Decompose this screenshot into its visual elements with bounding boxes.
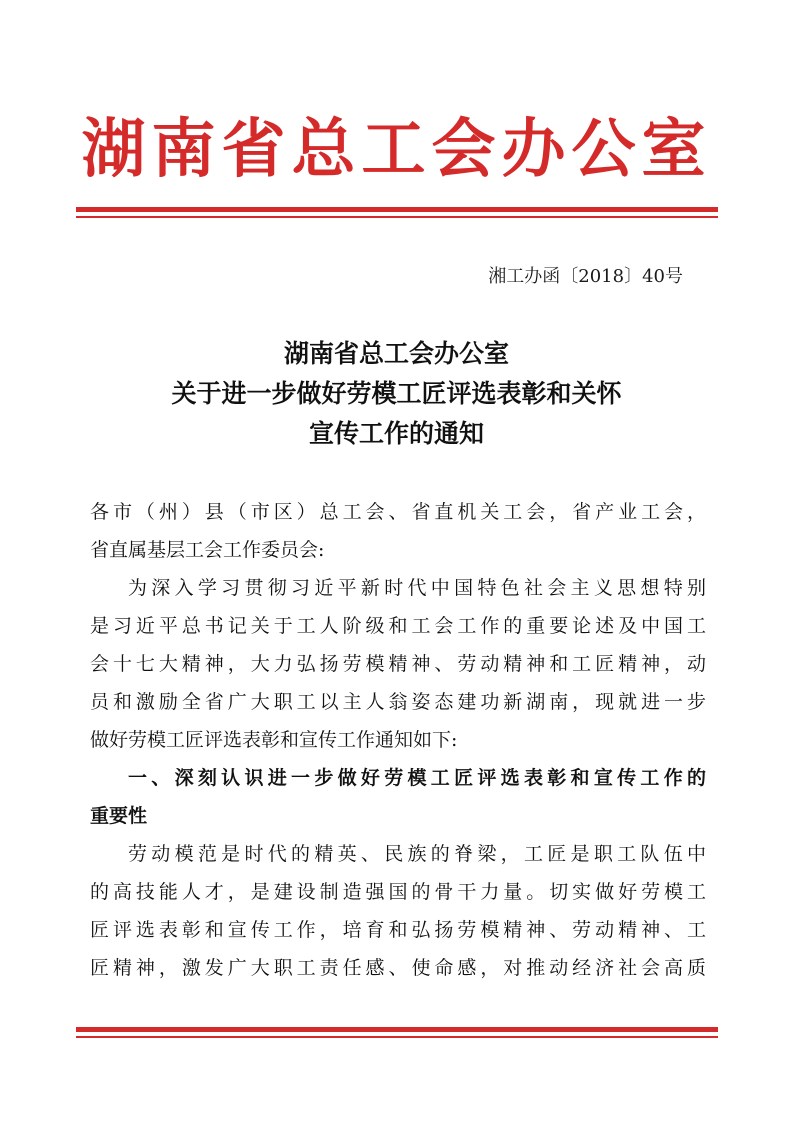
document-body <box>90 493 706 987</box>
section-heading: 重要性 <box>90 805 148 827</box>
paragraph-line: 做好劳模工匠评选表彰和宣传工作通知如下: <box>90 729 458 751</box>
title-line: 宣传工作的通知 <box>308 419 484 448</box>
paragraph-line: 会十七大精神，大力弘扬劳模精神、劳动精神和工匠精神，动 <box>90 653 706 675</box>
paragraph-line: 劳动模范是时代的精英、民族的脊梁，工匠是职工队伍中 <box>128 843 706 865</box>
paragraph-line: 匠评选表彰和宣传工作，培育和弘扬劳模精神、劳动精神、工 <box>90 919 706 941</box>
document-number: 湘工办函〔2018〕40号 <box>488 266 683 287</box>
paragraph-line: 是习近平总书记关于工人阶级和工会工作的重要论述及中国工 <box>90 615 706 637</box>
addressee-line: 各市（州）县（市区）总工会、省直机关工会，省产业工会， <box>90 501 706 523</box>
section-heading: 一、深刻认识进一步做好劳模工匠评选表彰和宣传工作的 <box>128 767 706 789</box>
footer-red-line-thin <box>76 1036 718 1038</box>
paragraph-line: 员和激励全省广大职工以主人翁姿态建功新湖南，现就进一步 <box>90 691 706 713</box>
addressee-line: 省直属基层工会工作委员会: <box>90 539 325 561</box>
letterhead-red-line-thick <box>76 207 718 212</box>
letterhead-red-line-thin <box>76 216 718 218</box>
document-title <box>0 334 793 454</box>
title-line: 湖南省总工会办公室 <box>283 339 509 368</box>
letterhead-title: 湖南省总工会办公室 <box>81 112 712 187</box>
paragraph-line: 匠精神，激发广大职工责任感、使命感，对推动经济社会高质 <box>90 957 706 979</box>
footer-red-line-thick <box>76 1027 718 1032</box>
title-line: 关于进一步做好劳模工匠评选表彰和关怀 <box>171 379 622 408</box>
paragraph-line: 为深入学习贯彻习近平新时代中国特色社会主义思想特别 <box>128 577 706 599</box>
paragraph-line: 的高技能人才，是建设制造强国的骨干力量。切实做好劳模工 <box>90 881 706 903</box>
